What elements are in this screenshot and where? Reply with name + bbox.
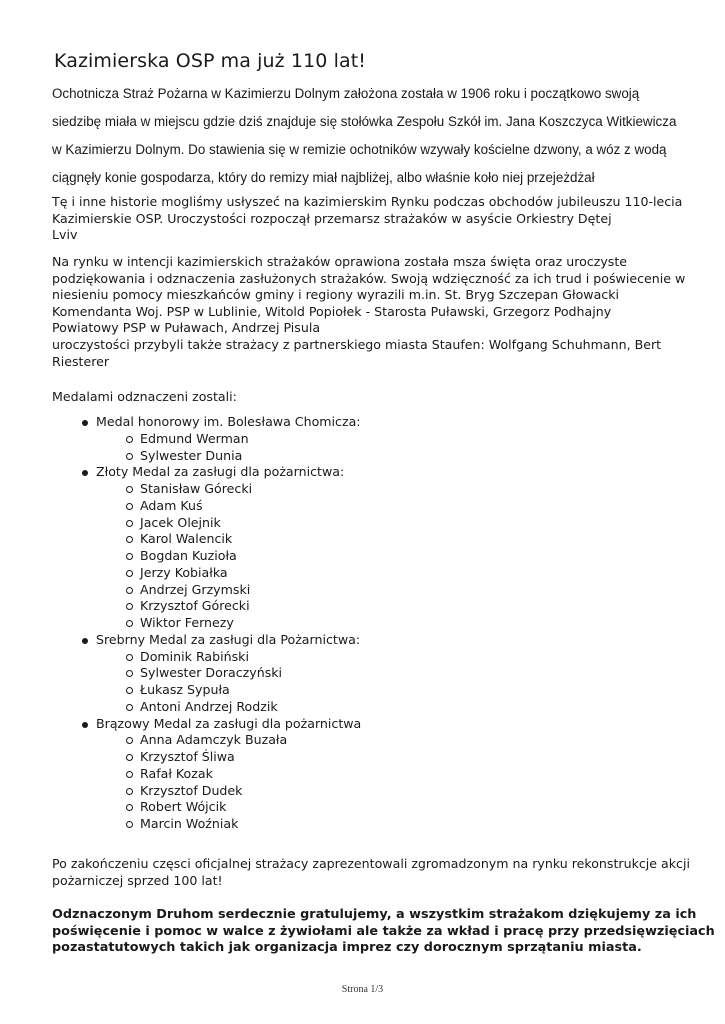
medal-item xyxy=(52,632,692,716)
medals-intro-text: Medalami odznaczeni zostali: xyxy=(52,389,237,404)
medal-label: Złoty Medal za zasługi dla pożarnictwa: xyxy=(96,464,345,480)
medal-label: Medal honorowy im. Bolesława Chomicza: xyxy=(96,414,361,429)
recipient-name: Wiktor Fernezy xyxy=(96,615,692,632)
medal-item xyxy=(52,464,692,632)
paragraph-history xyxy=(52,194,692,244)
closing-line: Odznaczonym Druhom serdecznie gratulujemy, a wszystkim strażakom dziękujemy za ich xyxy=(52,907,697,922)
recipient-name: Karol Walencik xyxy=(96,531,692,548)
recipient-name: Rafał Kozak xyxy=(96,766,692,783)
recipient-name: Łukasz Sypuła xyxy=(96,682,692,699)
recipient-name: Stanisław Górecki xyxy=(96,481,692,498)
paragraph-line: Powiatowy PSP w Puławach, Andrzej Pisula xyxy=(52,320,321,336)
recipient-name: Marcin Woźniak xyxy=(96,816,692,833)
medal-item xyxy=(52,716,692,833)
intro-paragraph xyxy=(52,80,692,192)
medal-list xyxy=(52,414,692,833)
page-number: Strona 1/3 xyxy=(341,984,384,995)
recipient-list xyxy=(96,431,692,465)
intro-line: w Kazimierzu Dolnym. Do stawienia się w remizie ochotników wzywały kościelne dzwony, a wóz z wodą xyxy=(52,142,667,157)
recipient-name: Krzysztof Dudek xyxy=(96,783,692,800)
medals-intro xyxy=(52,389,692,406)
paragraph-conclusion xyxy=(52,856,692,889)
article-title: Kazimierska OSP ma już 110 lat! xyxy=(54,50,366,72)
intro-line: Ochotnicza Straż Pożarna w Kazimierzu Dolnym założona została w 1906 roku i początkowo swoją xyxy=(52,86,640,101)
medal-item xyxy=(52,414,692,464)
paragraph-line: Tę i inne historie mogliśmy usłyszeć na kazimierskim Rynku podczas obchodów jubileuszu 110-lecia xyxy=(52,194,683,209)
medal-label: Srebrny Medal za zasługi dla Pożarnictwa: xyxy=(96,631,361,647)
paragraph-line: niesieniu pomocy mieszkańców gminy i regiony wyrazili m.in. St. Bryg Szczepan Głowacki xyxy=(52,287,620,303)
recipient-name: Jacek Olejnik xyxy=(96,515,692,532)
recipient-list xyxy=(96,481,692,632)
closing-paragraph xyxy=(52,907,715,957)
recipient-name: Sylwester Doraczyński xyxy=(96,665,692,682)
paragraph-line: Komendanta Woj. PSP w Lublinie, Witold Popiołek - Starosta Puławski, Grzegorz Podhajny xyxy=(52,303,612,319)
paragraph-line: pożarniczej sprzed 100 lat! xyxy=(52,872,223,888)
recipient-name: Jerzy Kobiałka xyxy=(96,565,692,582)
recipient-name: Anna Adamczyk Buzała xyxy=(96,732,692,749)
closing-line: pozastatutowych takich jak organizacja imprez czy dorocznym sprzątaniu miasta. xyxy=(52,940,642,956)
recipient-name: Sylwester Dunia xyxy=(96,448,692,465)
recipient-name: Dominik Rabiński xyxy=(96,649,692,666)
recipient-name: Adam Kuś xyxy=(96,498,692,515)
recipient-list xyxy=(96,649,692,716)
closing-line: poświęcenie i pomoc w walce z żywiołami ale także za wkład i pracę przy przedsięwzięciach xyxy=(52,923,715,939)
recipient-name: Robert Wójcik xyxy=(96,799,692,816)
intro-line: siedzibę miała w miejscu gdzie dziś znajduje się stołówka Zespołu Szkół im. Jana Koszczyca Witkiewicza xyxy=(52,114,677,129)
recipient-name: Antoni Andrzej Rodzik xyxy=(96,699,692,716)
paragraph-line: Kazimierskie OSP. Uroczystości rozpoczął przemarsz strażaków w asyście Orkiestry Dętej xyxy=(52,210,612,226)
paragraph-line: Lviv xyxy=(52,227,78,243)
paragraph-line: Riesterer xyxy=(52,353,110,369)
paragraph-line: podziękowania i odznaczenia zasłużonych strażaków. Swoją wdzięczność za ich trud i poświecenie w xyxy=(52,270,686,286)
recipient-name: Krzysztof Górecki xyxy=(96,598,692,615)
recipient-list xyxy=(96,732,692,833)
medal-label: Brązowy Medal za zasługi dla pożarnictwa xyxy=(96,715,362,731)
recipient-name: Bogdan Kuzioła xyxy=(96,548,692,565)
paragraph-line: Na rynku w intencji kazimierskich strażaków oprawiona została msza święta oraz uroczyste xyxy=(52,254,628,269)
recipient-name: Edmund Werman xyxy=(96,431,692,448)
recipient-name: Andrzej Grzymski xyxy=(96,582,692,599)
intro-line: ciągnęły konie gospodarza, który do remizy miał najbliżej, albo właśnie koło niej przejeżdżał xyxy=(52,170,595,185)
recipient-name: Krzysztof Śliwa xyxy=(96,749,692,766)
paragraph-line: uroczystości przybyli także strażacy z partnerskiego miasta Staufen: Wolfgang Schuhmann, Bert xyxy=(52,336,662,352)
paragraph-line: Po zakończeniu częsci oficjalnej strażacy zaprezentowali zgromadzonym na rynku rekonstrukcje akcji xyxy=(52,856,690,871)
paragraph-ceremony xyxy=(52,254,692,370)
